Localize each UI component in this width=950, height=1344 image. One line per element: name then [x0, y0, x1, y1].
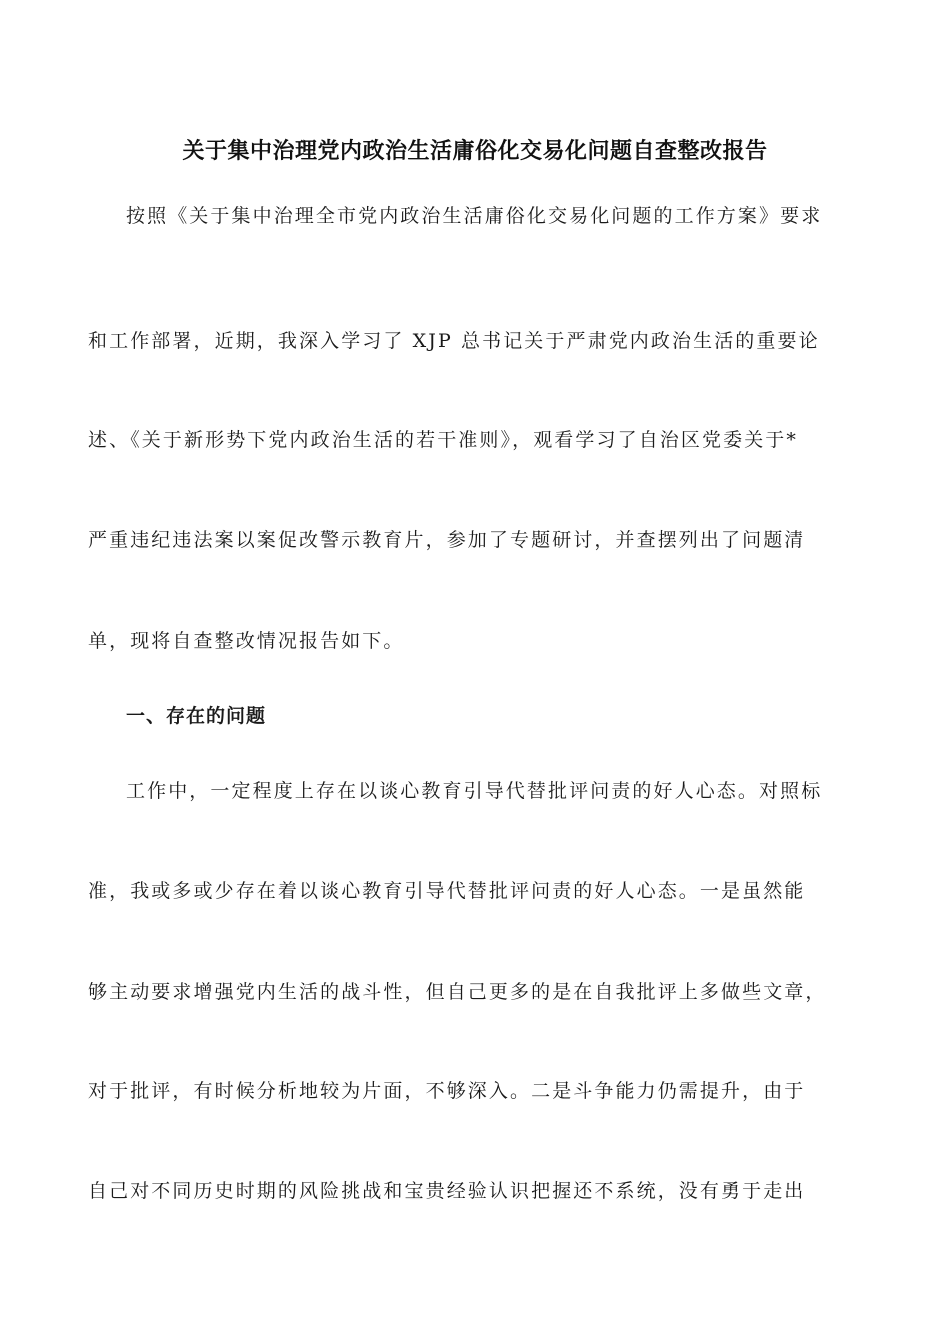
paragraph-line: 自己对不同历史时期的风险挑战和宝贵经验认识把握还不系统，没有勇于走出 — [88, 1180, 806, 1202]
paragraph-line: 单，现将自查整改情况报告如下。 — [88, 630, 405, 652]
paragraph-line: 够主动要求增强党内生活的战斗性，但自己更多的是在自我批评上多做些文章， — [88, 981, 827, 1003]
paragraph-line: 对于批评，有时候分析地较为片面，不够深入。二是斗争能力仍需提升，由于 — [88, 1080, 806, 1102]
paragraph-line: 按照《关于集中治理全市党内政治生活庸俗化交易化问题的工作方案》要求 — [126, 205, 823, 227]
paragraph-line: 和工作部署，近期，我深入学习了 XJP 总书记关于严肃党内政治生活的重要论 — [88, 330, 820, 352]
section-heading: 一、存在的问题 — [126, 705, 267, 727]
document-title: 关于集中治理党内政治生活庸俗化交易化问题自查整改报告 — [182, 139, 768, 164]
paragraph-line: 述、《关于新形势下党内政治生活的若干准则》，观看学习了自治区党委关于* — [88, 429, 799, 451]
paragraph-line: 准，我或多或少存在着以谈心教育引导代替批评问责的好人心态。一是虽然能 — [88, 880, 806, 902]
paragraph-line: 严重违纪违法案以案促改警示教育片，参加了专题研讨，并查摆列出了问题清 — [88, 529, 806, 551]
paragraph-line: 工作中，一定程度上存在以谈心教育引导代替批评问责的好人心态。对照标 — [126, 780, 823, 802]
